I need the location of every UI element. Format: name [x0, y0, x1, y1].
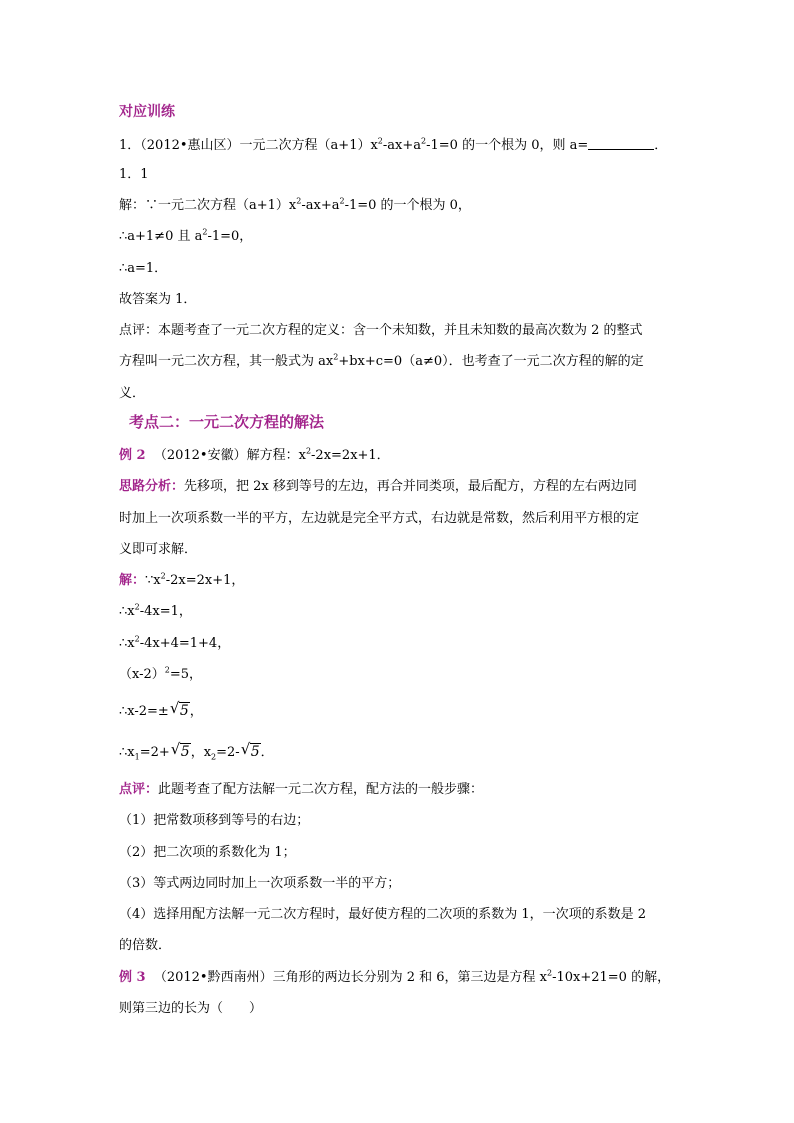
superscript: 2: [547, 968, 553, 978]
solution-1-line-3: ∴a=1．: [119, 261, 168, 276]
solution-text: -4x=1，: [139, 604, 192, 619]
question-1: [119, 137, 667, 154]
superscript: 2: [421, 136, 427, 146]
solution-2-line-3: [119, 636, 230, 652]
example-text: -10x+21=0 的解，: [552, 970, 671, 985]
solution-text: （x-2）: [119, 667, 165, 682]
solution-2-line-2: [119, 604, 192, 620]
solution-text: ∴a+1≠0 且 a: [119, 229, 203, 244]
subscript: 1: [134, 752, 140, 762]
superscript: 2: [134, 634, 140, 644]
comment-1-line-1: 点评：本题考查了一元二次方程的定义：含一个未知数，并且未知数的最高次数为 2 的整式: [119, 323, 643, 338]
superscript: 2: [296, 196, 302, 206]
superscript: 2: [377, 136, 383, 146]
solution-text: ．: [260, 745, 274, 760]
comment-text: 此题考查了配方法解一元二次方程，配方法的一般步骤：: [158, 782, 484, 797]
solution-2-line-1: [119, 573, 244, 589]
analysis-2-line-2: 时加上一次项系数一半的平方，左边就是完全平方式，右边就是常数，然后利用平方根的定: [119, 511, 640, 526]
answer-blank: [588, 137, 654, 150]
solution-text: ∴x: [119, 604, 135, 619]
sqrt-symbol: [169, 699, 190, 720]
example-2: [119, 448, 390, 464]
solution-text: -2x=2x+1，: [165, 573, 245, 588]
solution-text: -1=0 的一个根为 0，: [344, 198, 471, 213]
solution-text: ∴x: [119, 636, 135, 651]
question-number: 1．: [119, 138, 141, 153]
solution-text: ∴x: [119, 745, 135, 760]
section-title-method: 考点二：一元二次方程的解法: [129, 413, 325, 431]
solution-text: ，: [189, 704, 203, 719]
question-stem: -1=0 的一个根为 0，则 a=: [426, 138, 589, 153]
comment-2-step-1: （1）把常数项移到等号的右边；: [119, 813, 310, 828]
comment-text: +bx+c=0（a≠0）．也考查了一元二次方程的解的定: [338, 354, 644, 369]
solution-label: 解：: [119, 573, 146, 588]
comment-1-line-3: 义．: [119, 386, 146, 401]
radical-sign: √: [169, 699, 180, 717]
comment-2-step-4: （4）选择用配方法解一元二次方程时，最好使方程的二次项的系数为 1，一次项的系数是 2: [119, 907, 647, 922]
solution-text: -4x+4=1+4，: [139, 636, 231, 651]
superscript: 2: [305, 446, 312, 456]
superscript: 2: [134, 602, 140, 612]
radicand: 5: [180, 744, 190, 760]
solution-1-line-1: [119, 198, 471, 214]
superscript: 2: [333, 352, 339, 362]
solution-2-line-6: [119, 740, 274, 762]
example-text: （2012•黔西南州）三角形的两边长分别为 2 和 6，第三边是方程 x: [153, 970, 547, 985]
radical-sign: √: [240, 740, 251, 758]
solution-1-line-4: 故答案为 1．: [119, 292, 197, 307]
example-text: （2012•安徽）解方程：x: [153, 448, 306, 463]
section-title-practice: 对应训练: [119, 104, 175, 120]
analysis-2-line-1: [119, 479, 637, 495]
analysis-label: 思路分析：: [119, 479, 185, 494]
comment-2-line-1: [119, 782, 483, 798]
example-3-line-1: [119, 970, 670, 986]
radicand: 5: [250, 744, 260, 760]
superscript: 2: [202, 227, 208, 237]
solution-1-line-2: [119, 229, 252, 245]
solution-text: =5，: [169, 667, 203, 682]
radicand: 5: [179, 703, 189, 719]
answer-1: 1．1: [119, 167, 149, 182]
analysis-2-line-3: 义即可求解．: [119, 542, 198, 557]
superscript: 2: [164, 665, 170, 675]
solution-text: ，x: [190, 745, 212, 760]
radical-sign: √: [170, 740, 181, 758]
solution-2-line-4: [119, 667, 202, 683]
example-label: 例 2: [119, 448, 146, 463]
question-source: （2012•惠山区）: [140, 138, 240, 153]
question-stem: -ax+a: [382, 138, 422, 153]
comment-2-step-2: （2）把二次项的系数化为 1；: [119, 845, 296, 860]
question-stem: 一元二次方程（a+1）x: [239, 138, 378, 153]
sqrt-symbol: [170, 740, 191, 761]
example-label: 例 3: [119, 970, 146, 985]
solution-text: -1=0，: [207, 229, 253, 244]
solution-text: =2-: [216, 745, 240, 760]
subscript: 2: [211, 752, 217, 762]
comment-2-step-3: （3）等式两边同时加上一次项系数一半的平方；: [119, 876, 401, 891]
solution-text: -ax+a: [301, 198, 340, 213]
comment-2-step-4-cont: 的倍数．: [119, 938, 172, 953]
solution-text: ∵x: [145, 573, 161, 588]
sqrt-symbol: [240, 740, 261, 761]
analysis-text: 先移项，把 2x 移到等号的左边，再合并同类项，最后配方，方程的左右两边同: [184, 479, 637, 494]
comment-label: 点评：: [119, 782, 159, 797]
solution-text: =2+: [139, 745, 170, 760]
solution-2-line-5: [119, 699, 203, 720]
superscript: 2: [339, 196, 345, 206]
example-text: -2x=2x+1．: [311, 448, 390, 463]
solution-text: 解：∵一元二次方程（a+1）x: [119, 198, 297, 213]
superscript: 2: [160, 571, 166, 581]
question-stem: ．: [654, 138, 668, 153]
comment-text: 方程叫一元二次方程，其一般式为 ax: [119, 354, 334, 369]
solution-text: ∴x-2=±: [119, 704, 169, 719]
example-3-line-2: 则第三边的长为（ ）: [119, 1001, 263, 1016]
comment-1-line-2: [119, 354, 644, 370]
